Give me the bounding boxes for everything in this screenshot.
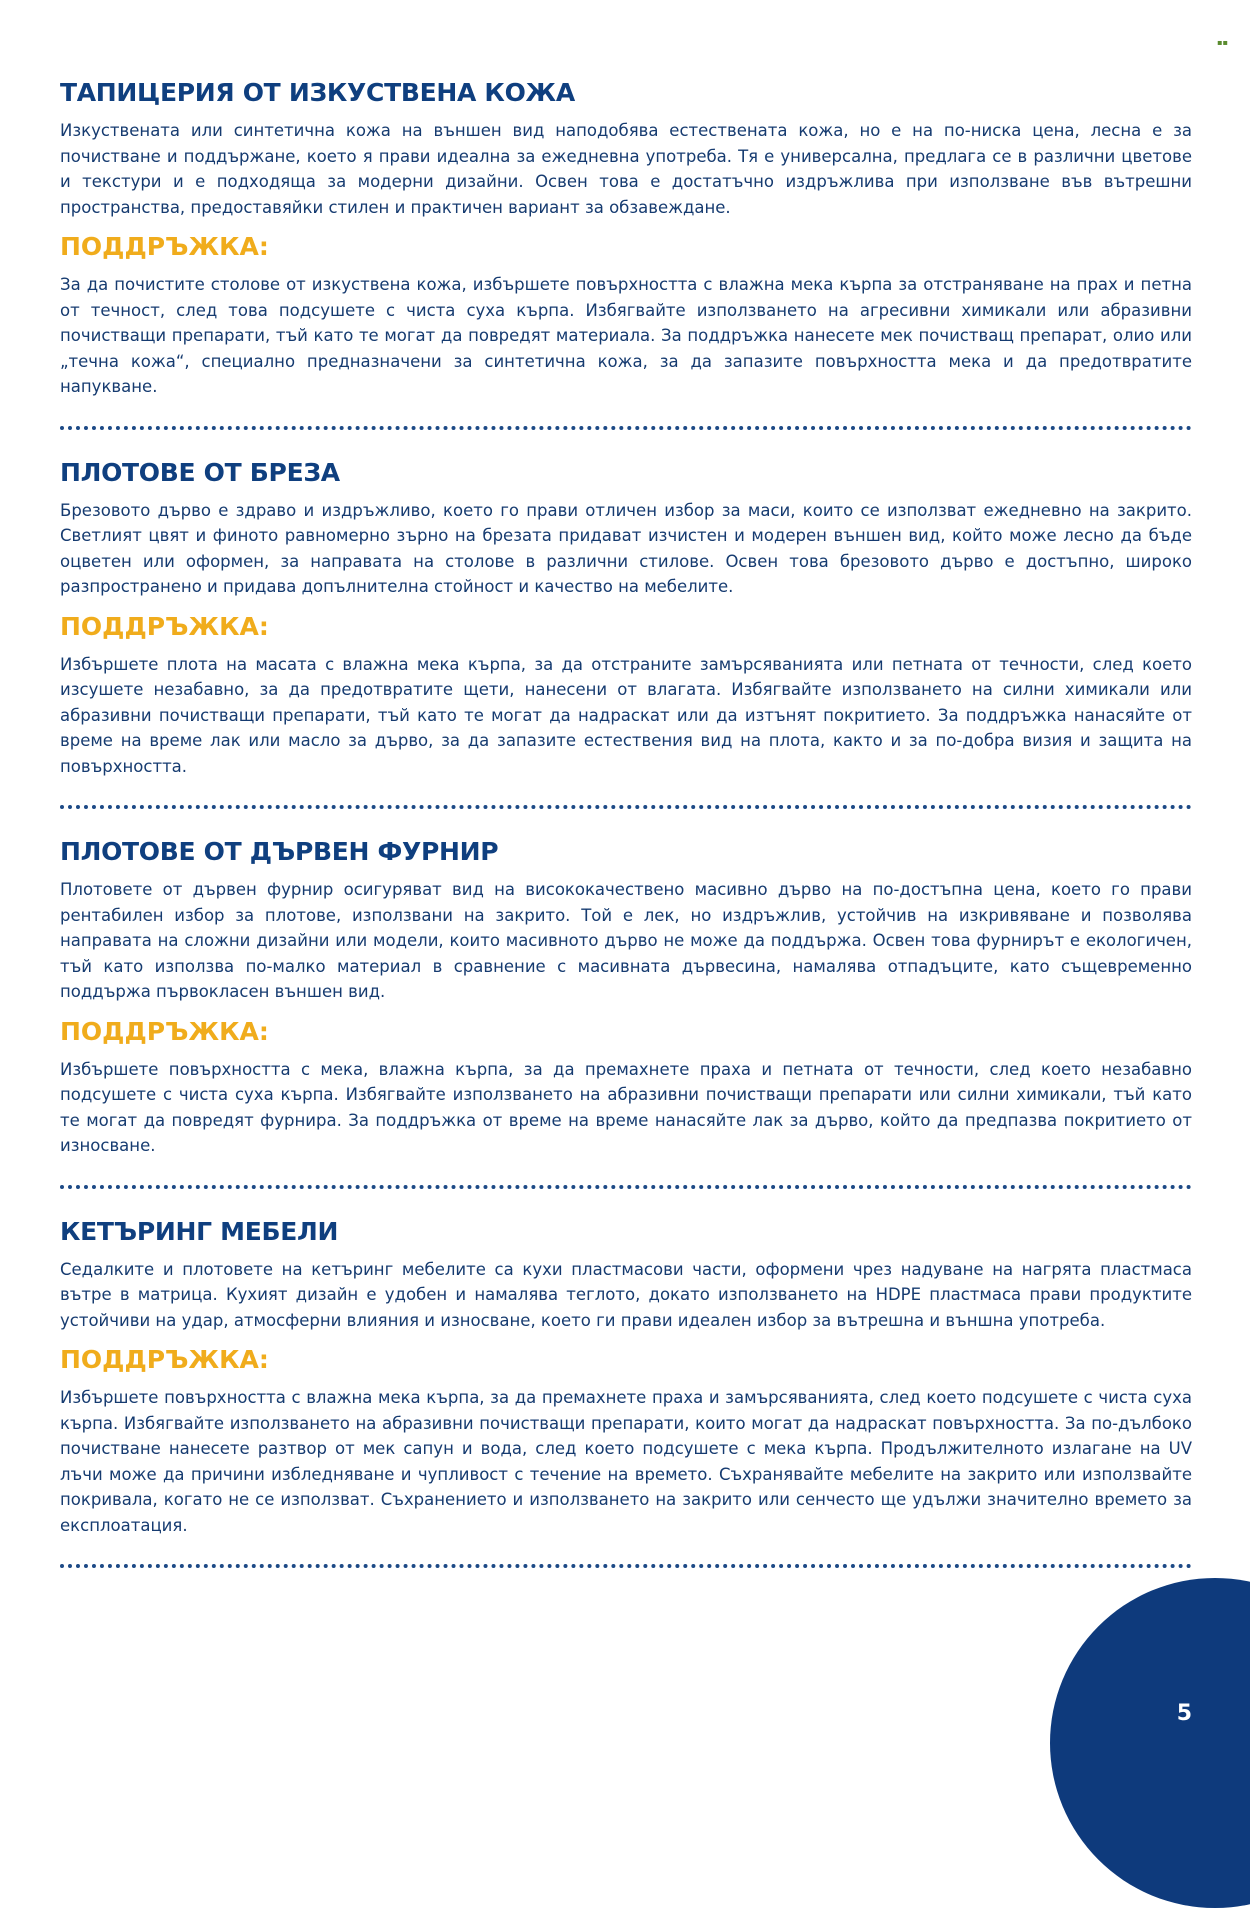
- care-text: Избършете повърхността с мека, влажна кърпа, за да премахнете праха и петната от течности, след което незабавно подсушете с чиста суха кърпа. Избягвайте използването на абразивни почистващи препарати или силни химикали, тъй като те могат да повредят фурнира. За поддръжка от време на време нанасяйте лак за дърво, който да предпазва покритието от износване.: [60, 1059, 1192, 1155]
- section-veneer-tops: [60, 837, 1192, 1159]
- care-text: Избършете повърхността с влажна мека кърпа, за да премахнете праха и замърсяванията, след което подсушете с чиста суха кърпа. Избягвайте използването на абразивни почистващи препарати, които могат да надраскат повърхността. За по-дълбоко почистване нанесете разтвор от мек сапун и вода, след което подсушете с мека кърпа. Продължителното излагане на UV лъчи може да причини избледняване и чупливост с течение на времето. Съхранявайте мебелите на закрито или използвайте покривала, когато не се използват. Съхранението и използването на закрито или сенчесто ще удължи значително времето за експлоатация.: [60, 1388, 1192, 1535]
- corner-circle-decoration: [1050, 1578, 1250, 1908]
- section-faux-leather: [60, 78, 1192, 400]
- section-title: ТАПИЦЕРИЯ ОТ ИЗКУСТВЕНА КОЖА: [60, 78, 575, 107]
- care-title: ПОДДРЪЖКА:: [60, 611, 269, 641]
- care-title: ПОДДРЪЖКА:: [60, 1016, 269, 1046]
- section-title: ПЛОТОВЕ ОТ ДЪРВЕН ФУРНИР: [60, 837, 499, 866]
- care-text: За да почистите столове от изкуствена кожа, избършете повърхността с влажна мека кърпа за отстраняване на прах и петна от течност, след това подсушете с чиста суха кърпа. Избягвайте използването на агресивни химикали или абразивни почистващи препарати, тъй като те могат да повредят материала. За поддръжка нанесете мек почистващ препарат, олио или „течна кожа“, специално предназначени за синтетична кожа, за да запазите повърхността мека и да предотвратите напукване.: [60, 275, 1192, 396]
- section-description: Седалките и плотовете на кетъринг мебелите са кухи пластмасови части, оформени чрез надуване на нагрята пластмаса вътре в матрица. Кухият дизайн е удобен и намалява теглото, докато използването на HDPE пластмаса прави продуктите устойчиви на удар, атмосферни влияния и износване, което ги прави идеален избор за вътрешна и външна употреба.: [60, 1259, 1192, 1330]
- section-title: КЕТЪРИНГ МЕБЕЛИ: [60, 1216, 339, 1246]
- dotted-divider: [60, 805, 1192, 809]
- section-title: ПЛОТОВЕ ОТ БРЕЗА: [60, 457, 340, 487]
- dotted-divider: [60, 426, 1192, 430]
- care-text: Избършете плота на масата с влажна мека кърпа, за да отстраните замърсяванията или петната от течности, след което изсушете незабавно, за да предотвратите щети, нанесени от влагата. Избягвайте използването на силни химикали или абразивни почистващи препарати, тъй като те могат да надраскат или да изтънят покритието. За поддръжка нанасяйте от време на време лак или масло за дърво, за да запазите естествения вид на плота, както и за по-добра визия и защита на повърхността.: [60, 654, 1192, 776]
- care-title: ПОДДРЪЖКА:: [60, 232, 269, 261]
- page-number: 5: [1176, 1701, 1192, 1726]
- page-content: [60, 78, 1192, 1596]
- section-catering-furniture: [60, 1217, 1192, 1539]
- section-description: Изкуствената или синтетична кожа на външен вид наподобява естествената кожа, но е на по-ниска цена, лесна е за почистване и поддържане, което я прави идеална за ежедневна употреба. Тя е универсална, предлага се в различни цветове и текстури и е подходяща за модерни дизайни. Освен това е достатъчно издръжлива при използване във вътрешни пространства, предоставяйки стилен и практичен вариант за обзавеждане.: [60, 121, 1192, 217]
- dotted-divider: [60, 1185, 1192, 1189]
- section-birch-tops: [60, 458, 1192, 780]
- section-description: Брезовото дърво е здраво и издръжливо, което го прави отличен избор за маси, които се използват ежедневно на закрито. Светлият цвят и финото равномерно зърно на брезата придават изчистен и модерен външен вид, който може лесно да бъде оцветен или оформен, за направата на столове в различни стилове. Освен това брезовото дърво е достъпно, широко разпространено и придава допълнителна стойност и качество на мебелите.: [60, 500, 1192, 596]
- corner-mark-icon: ▪▪: [1217, 38, 1228, 47]
- dotted-divider: [60, 1564, 1192, 1568]
- care-title: ПОДДРЪЖКА:: [60, 1345, 269, 1374]
- section-description: Плотовете от дървен фурнир осигуряват вид на висококачествено масивно дърво на по-достъпна цена, което го прави рентабилен избор за плотове, използвани на закрито. Той е лек, но издръжлив, устойчив на изкривяване и позволява направата на сложни дизайни или модели, които масивното дърво не може да поддържа. Освен това фурнирът е екологичен, тъй като използва по-малко материал в сравнение с масивната дървесина, намалява отпадъците, като същевременно поддържа първокласен външен вид.: [60, 880, 1192, 1001]
